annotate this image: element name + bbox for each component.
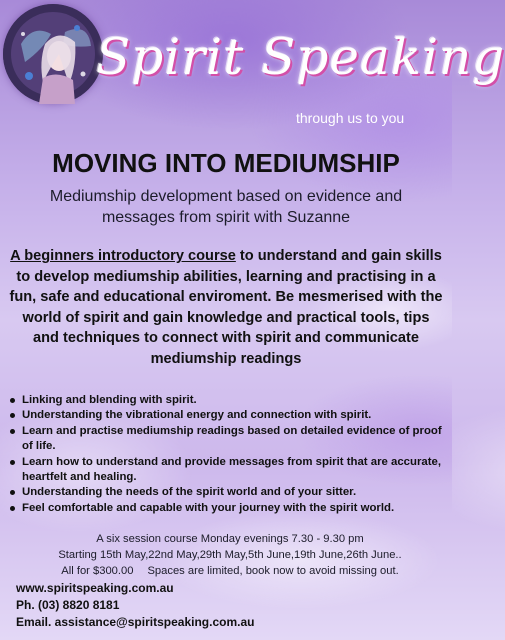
list-item: Learn and practise mediumship readings based on detailed evidence of proof of life. bbox=[8, 424, 448, 455]
brand-tagline: through us to you bbox=[296, 110, 405, 126]
schedule-line-price bbox=[20, 563, 440, 579]
schedule-line-sessions: A six session course Monday evenings 7.30 - 9.30 pm bbox=[96, 533, 364, 545]
course-schedule bbox=[20, 531, 440, 579]
availability-notice: Spaces are limited, book now to avoid missing out. bbox=[147, 565, 399, 577]
list-item: Feel comfortable and capable with your journey with the spirit world. bbox=[8, 501, 448, 516]
intro-paragraph bbox=[8, 246, 444, 369]
list-item: Understanding the vibrational energy and connection with spirit. bbox=[8, 408, 448, 423]
course-topics-list bbox=[8, 393, 448, 516]
website-link[interactable]: www.spiritspeaking.com.au bbox=[16, 581, 174, 595]
subtitle: Mediumship development based on evidence and messages from spirit with Suzanne bbox=[49, 188, 403, 226]
contact-details bbox=[16, 580, 436, 631]
page-title: MOVING INTO MEDIUMSHIP bbox=[52, 148, 400, 178]
fairy-portrait-image bbox=[3, 4, 103, 104]
schedule-line-dates: Starting 15th May,22nd May,29th May,5th June,19th June,26th June.. bbox=[58, 549, 402, 561]
list-item: Understanding the needs of the spirit world and of your sitter. bbox=[8, 485, 448, 500]
list-item: Learn how to understand and provide messages from spirit that are accurate, heartfelt and healing. bbox=[8, 455, 448, 486]
intro-highlight: A beginners introductory course bbox=[10, 248, 236, 264]
list-item: Linking and blending with spirit. bbox=[8, 393, 448, 408]
price-text: All for $300.00 bbox=[61, 565, 134, 577]
brand-logo-text: Spirit Speaking bbox=[96, 28, 505, 86]
fairy-portrait-illustration bbox=[3, 4, 103, 104]
email-link[interactable]: Email. assistance@spiritspeaking.com.au bbox=[16, 615, 255, 629]
phone-number[interactable]: Ph. (03) 8820 8181 bbox=[16, 598, 120, 612]
intro-text: to understand and gain skills to develop mediumship abilities, learning and practising in a fun, safe and educational enviroment. Be mesmerised with the world of spirit and gain knowledge and practical tools, tips and techniques to connect with spirit and communicate mediumship readings bbox=[9, 248, 443, 367]
